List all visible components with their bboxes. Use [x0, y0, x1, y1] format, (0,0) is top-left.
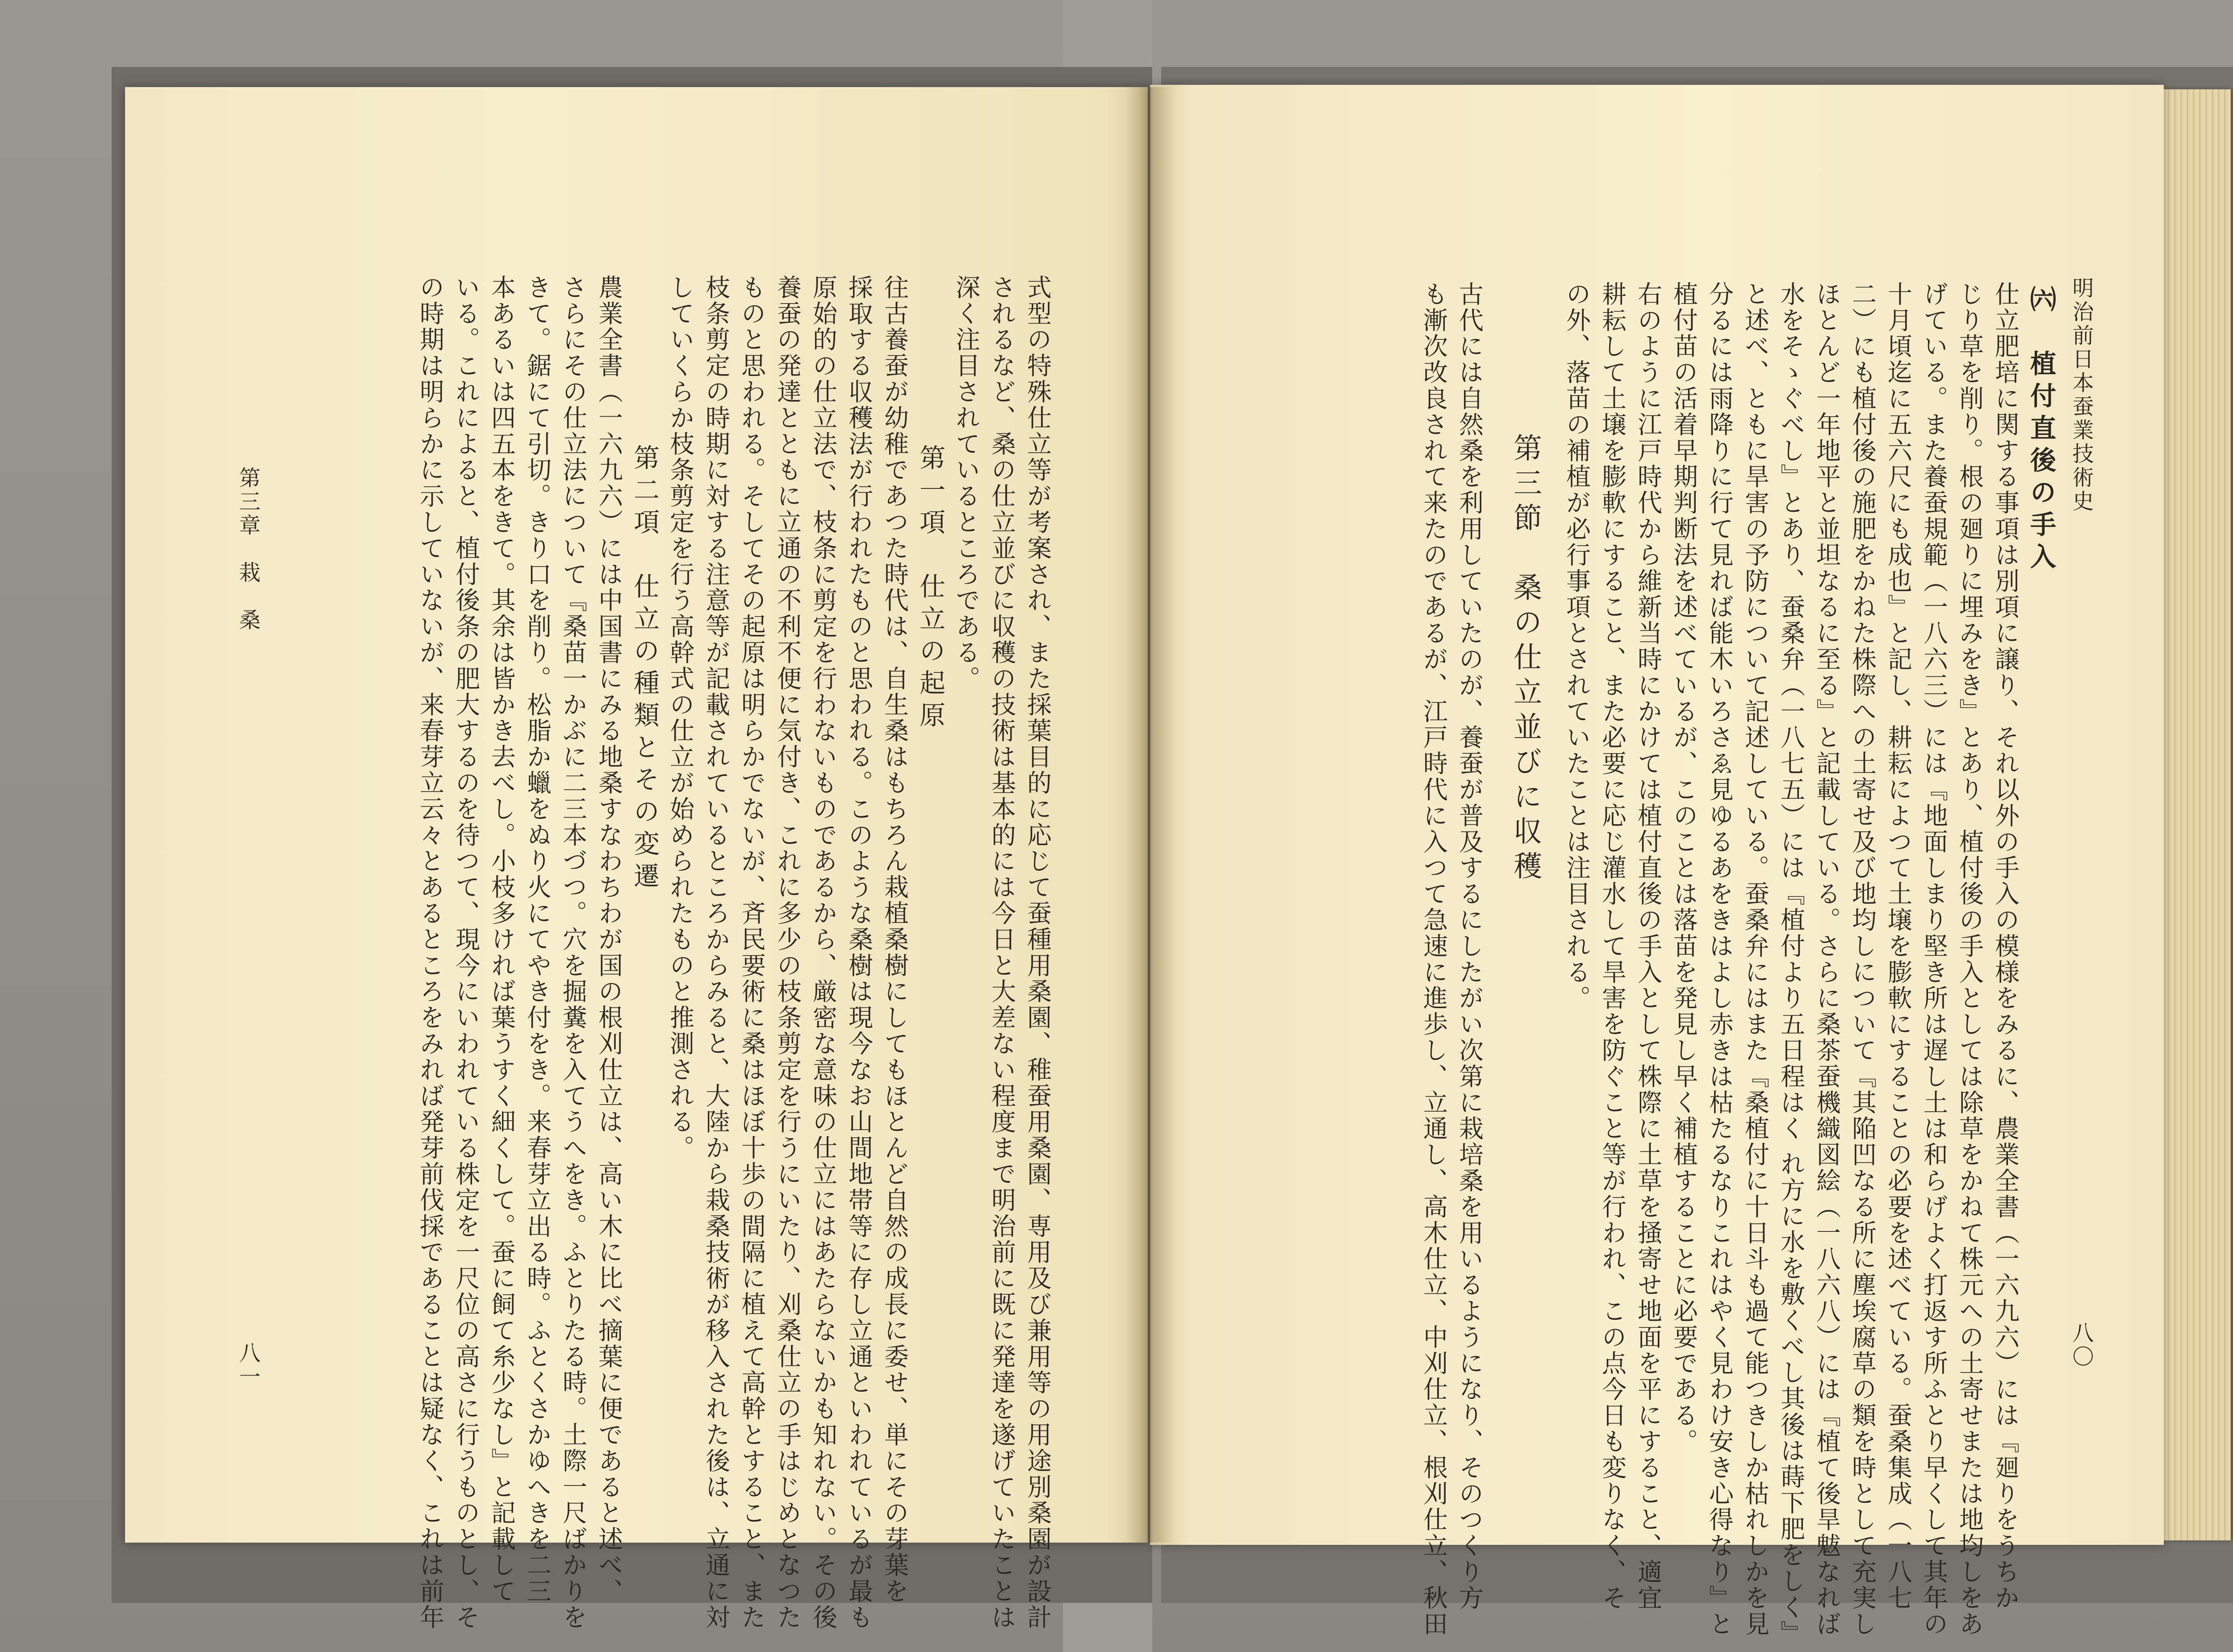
text-column: 養蚕の発達とともに立通の不利不便に気付き、これに多少の枝条剪定を行うにいたり、刈桑仕立の手はじめとなつた	[773, 275, 802, 1631]
text-column: の外、落苗の補植が必行事項とされていたことは注目される。	[1562, 281, 1591, 1012]
text-column: 原始的の仕立法で、枝条に剪定を行わないものであるから、厳密な意味の仕立にはあたらないかも知れない。その後	[809, 275, 837, 1631]
right-page-text	[1150, 277, 2164, 1647]
left-page-text	[125, 275, 1148, 1631]
text-column: されるなど、桑の仕立並びに収穫の技術は基本的には今日と大差ない程度まで明治前に既に発達を遂げていたことは	[987, 275, 1016, 1631]
text-column: 本あるいは四五本をきて。其余は皆かき去べし。小枝多ければ葉うすく細くして。蚕に飼て糸少なし』と記載して	[487, 275, 516, 1605]
section-heading: 第二項 仕立の種類とその変遷	[629, 444, 660, 894]
text-column: ものと思われる。そしてその起原は明らかでないが、斉民要術に桑はほぼ十歩の間隔に植えて高幹とすること、また	[737, 275, 766, 1631]
text-column: と述べ、ともに旱害の予防について記述している。蚕桑弁にはまた『桑植付に十日斗も過て能つきしか枯れしかを見	[1741, 281, 1769, 1637]
text-column: じり草を削り。根の廻りに埋みをき』とあり、植付後の手入としては除草をかねて株元への土寄せまたは地均しをあ	[1955, 281, 1984, 1637]
text-column: 耕耘して土壌を膨軟にすること、また必要に応じ灌水して旱害を防ぐこと等が行われ、この点今日も変りなく、そ	[1598, 281, 1627, 1611]
text-column: 農業全書（一六九六）には中国書にみる地桑すなわちわが国の根刈仕立は、高い木に比べ摘葉に便であると述べ、	[594, 275, 623, 1605]
text-column: げている。また養蚕規範（一八六三）には『地面しまり堅き所は遅し土は和らげよく打返す所ふとり早くして其年の	[1919, 281, 1948, 1637]
page-number: 八〇	[2069, 1322, 2094, 1369]
text-column: 採取する収穫法が行われたものと思われる。このような桑樹は現今なお山間地帯等に存し立通といわれているが最も	[845, 275, 873, 1631]
text-column: していくらか枝条剪定を行う高幹式の仕立が始められたものと推測される。	[666, 275, 694, 1161]
section-heading: 第一項 仕立の起原	[915, 444, 945, 734]
text-column: 式型の特殊仕立等が考案され、また採葉目的に応じて蚕種用桑園、稚蚕用桑園、専用及び兼用等の用途別桑園が設計	[1023, 275, 1052, 1631]
text-column: 古代には自然桑を利用していたのが、養蚕が普及するにしたがい次第に栽培桑を用いるようになり、そのつくり方	[1455, 281, 1484, 1611]
text-column: も漸次改良されて来たのであるが、江戸時代に入つて急速に進歩し、立通し、高木仕立、中刈仕立、根刈仕立、秋田	[1419, 281, 1448, 1637]
text-column: 深く注目されているところである。	[952, 275, 980, 692]
text-column: 水をそゝぐべし』とあり、蚕桑弁（一八七五）には『植付より五日程はく れ方に水を敷くべし其後は蒔下肥をしく』	[1777, 281, 1805, 1647]
text-column: 枝条剪定の時期に対する注意等が記載されているところからみると、大陸から栽桑技術が移入された後は、立通に対	[702, 275, 730, 1631]
section-heading: ㈥ 植付直後の手入	[2026, 286, 2056, 575]
text-column: 仕立肥培に関する事項は別項に譲り、それ以外の手入の模様をみるに、農業全書（一六九六）には『廻りをうちか	[1991, 281, 2020, 1611]
page-number: 八一	[235, 1342, 260, 1389]
running-head: 明治前日本蚕業技術史	[2069, 277, 2094, 513]
text-column: 分るには雨降りに行て見れば能木いろさゑ見ゆるあをきはよし赤きは枯たるなりこれはやく見わけ安き心得なり』と	[1705, 281, 1734, 1637]
text-column: 植付苗の活着早期判断法を述べているが、このことは落苗を発見し早く補植することに必要である。	[1669, 281, 1698, 1455]
text-column: さらにその仕立法について『桑苗一かぶに二三本づつ。穴を掘糞を入てうへをき。ふとりたる時。土際一尺ばかりを	[559, 275, 587, 1631]
left-page	[125, 87, 1148, 1631]
text-column: 往古養蚕が幼稚であつた時代は、自生桑はもちろん栽植桑樹にしてもほとんど自然の成長に委せ、単にその芽葉を	[880, 275, 909, 1605]
text-column: ほとんど一年地平と並坦なるに至る』と記載している。さらに桑茶蚕機織図絵（一八六八）には『植て後旱魃なれば	[1812, 281, 1841, 1637]
section-heading: 第三節 桑の仕立並びに収穫	[1509, 433, 1542, 886]
footer-chapter: 第三章 栽 桑	[235, 467, 260, 632]
page-edges	[2164, 89, 2231, 1540]
text-column: いる。これによると、植付後条の肥大するのを待つて、現今にいわれている株定を一尺位の高さに行うものとし、そ	[452, 275, 480, 1631]
right-page	[1150, 85, 2164, 1647]
text-column: 十月頃迄に五六尺にも成也』と記し、耕耘によつて土壌を膨軟にすることの必要を述べている。蚕桑集成（一八七	[1884, 281, 1912, 1611]
text-column: 右のように江戸時代から維新当時にかけては植付直後の手入として株際に土草を掻寄せ地面を平にすること、適宜	[1634, 281, 1662, 1611]
text-column: 二）にも植付後の施肥をかねた株際への土寄せ及び地均しについて『其陥凹なる所に塵埃腐草の類を時として充実し	[1848, 281, 1877, 1637]
text-column: の時期は明らかに示していないが、来春芽立云々とあるところをみれば発芽前伐採であることは疑なく、これは前年	[416, 275, 444, 1631]
book-gutter	[1125, 87, 1175, 1543]
text-column: きて。鋸にて引切。きり口を削り。松脂か蠟をぬり火にてやき付をき。来春芽立出る時。ふとくさかゆへきを二三	[523, 275, 552, 1605]
